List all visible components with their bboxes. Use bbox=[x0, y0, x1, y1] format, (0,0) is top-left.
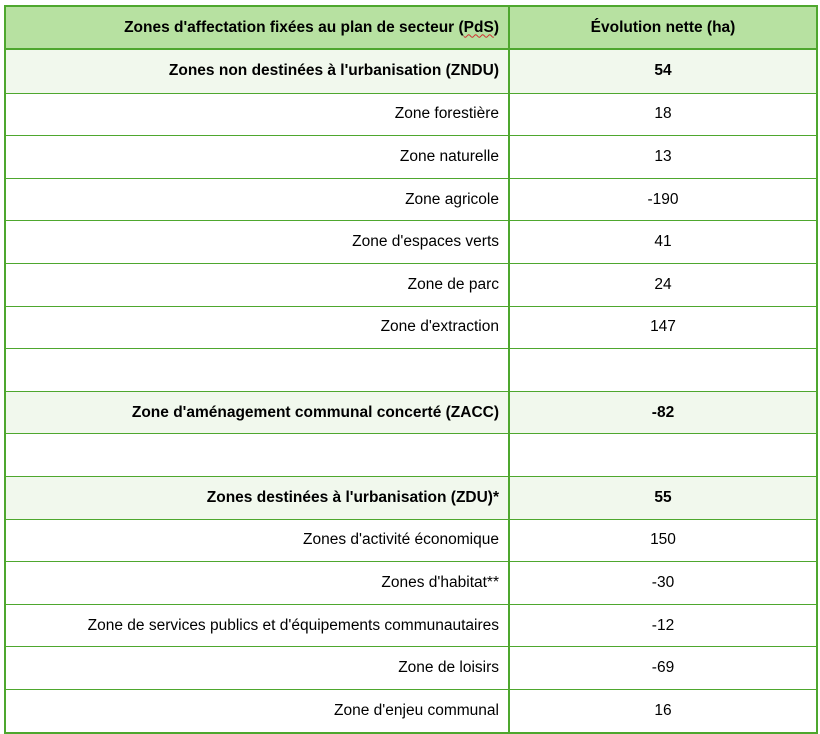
zone-label-cell: Zones d'activité économique bbox=[6, 520, 510, 562]
table-row bbox=[6, 519, 816, 562]
table-row bbox=[6, 178, 816, 221]
zone-label-cell bbox=[6, 349, 510, 391]
net-evolution-cell: -190 bbox=[647, 190, 679, 208]
header-label-prefix: Zones d'affectation fixées au plan de secteur ( bbox=[124, 18, 464, 36]
table-row bbox=[6, 646, 816, 689]
table-body bbox=[6, 50, 816, 732]
zone-label-cell: Zone d'extraction bbox=[6, 307, 510, 349]
net-evolution-cell: 150 bbox=[650, 531, 676, 549]
net-evolution-cell: -30 bbox=[651, 573, 675, 591]
zone-label-cell: Zone d'aménagement communal concerté (ZACC) bbox=[6, 392, 510, 434]
header-evolution-label: Évolution nette (ha) bbox=[590, 18, 736, 36]
table-row bbox=[6, 561, 816, 604]
table-blank-row bbox=[6, 348, 816, 391]
zone-label-cell bbox=[6, 434, 510, 476]
net-evolution-cell: 16 bbox=[654, 701, 672, 719]
zone-label-cell: Zone de parc bbox=[6, 264, 510, 306]
net-evolution-cell: -69 bbox=[651, 659, 675, 677]
header-zone-label bbox=[6, 7, 510, 48]
net-evolution-cell: 55 bbox=[654, 488, 672, 506]
net-evolution-cell: 147 bbox=[650, 318, 676, 336]
header-label-suffix: ) bbox=[493, 18, 499, 36]
table-row bbox=[6, 220, 816, 263]
net-evolution-cell: 41 bbox=[654, 233, 672, 251]
header-label-abbrev: PdS bbox=[463, 18, 494, 36]
net-evolution-cell bbox=[510, 349, 816, 391]
zoning-table bbox=[4, 5, 818, 734]
net-evolution-cell: -12 bbox=[651, 616, 675, 634]
table-header-row bbox=[6, 7, 816, 50]
zone-label-cell: Zone agricole bbox=[6, 179, 510, 221]
zone-label-cell: Zones d'habitat** bbox=[6, 562, 510, 604]
net-evolution-cell: -82 bbox=[651, 403, 675, 421]
table-row bbox=[6, 306, 816, 349]
table-row bbox=[6, 689, 816, 732]
table-blank-row bbox=[6, 433, 816, 476]
zone-label-cell: Zone forestière bbox=[6, 94, 510, 136]
zone-label-cell: Zones non destinées à l'urbanisation (ZNDU) bbox=[6, 50, 510, 93]
zone-label-cell: Zone d'espaces verts bbox=[6, 221, 510, 263]
net-evolution-cell: 24 bbox=[654, 275, 672, 293]
table-section-row bbox=[6, 391, 816, 434]
table-row bbox=[6, 93, 816, 136]
net-evolution-cell: 13 bbox=[654, 147, 672, 165]
zone-label-cell: Zones destinées à l'urbanisation (ZDU)* bbox=[6, 477, 510, 519]
net-evolution-cell bbox=[510, 434, 816, 476]
zone-label-cell: Zone naturelle bbox=[6, 136, 510, 178]
net-evolution-cell: 18 bbox=[654, 105, 672, 123]
net-evolution-cell: 54 bbox=[654, 62, 672, 80]
table-row bbox=[6, 135, 816, 178]
zone-label-cell: Zone de services publics et d'équipements communautaires bbox=[6, 605, 510, 647]
zone-label-cell: Zone de loisirs bbox=[6, 647, 510, 689]
table-row bbox=[6, 604, 816, 647]
table-row bbox=[6, 263, 816, 306]
table-section-row bbox=[6, 50, 816, 93]
table-section-row bbox=[6, 476, 816, 519]
zone-label-cell: Zone d'enjeu communal bbox=[6, 690, 510, 732]
